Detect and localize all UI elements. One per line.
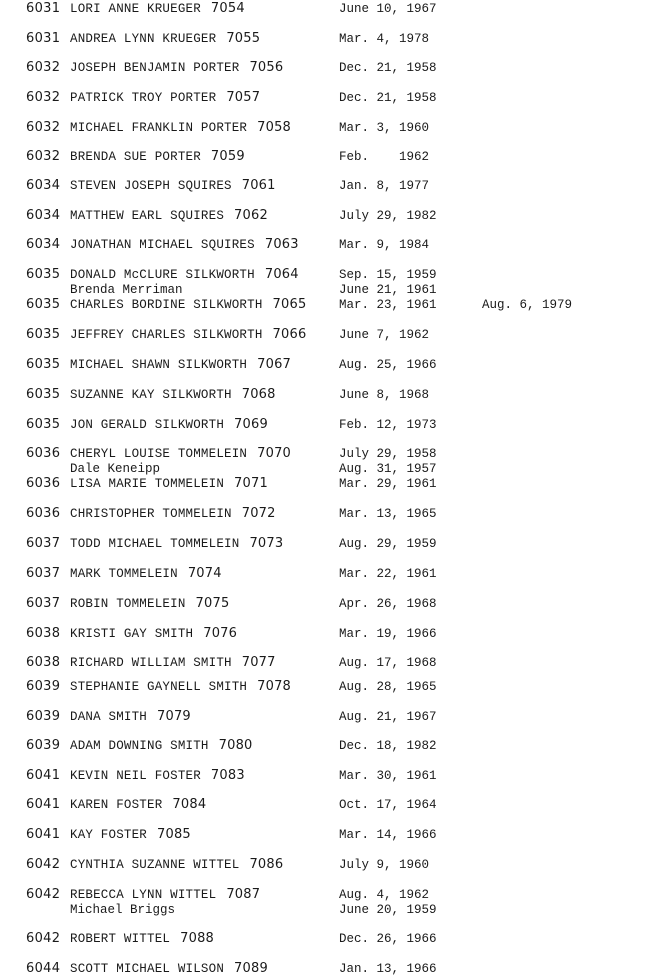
child-entry [70,679,291,695]
record-row [0,709,650,725]
child-name: KAREN FOSTER [70,798,163,812]
child-name: BRENDA SUE PORTER [70,150,201,164]
birth-date: Mar. 30, 1961 [339,769,437,783]
child-name: LORI ANNE KRUEGER [70,2,201,16]
child-name: STEPHANIE GAYNELL SMITH [70,680,248,694]
parent-number: 6039 [26,709,61,724]
parent-number: 6035 [26,327,61,342]
record-row [0,655,650,671]
record-row [0,626,650,642]
child-name: ROBIN TOMMELEIN [70,597,186,611]
parent-number: 6032 [26,60,61,75]
child-entry [70,506,276,522]
parent-number: 6034 [26,237,61,252]
birth-date: Aug. 21, 1967 [339,710,437,724]
parent-number: 6034 [26,208,61,223]
parent-number: 6041 [26,768,61,783]
birth-date: July 9, 1960 [339,858,430,872]
child-name: ROBERT WITTEL [70,932,171,946]
birth-date: Dec. 21, 1958 [339,91,437,105]
child-number: 7057 [226,90,261,105]
birth-date: July 29, 1958 [339,447,437,461]
child-name: RICHARD WILLIAM SMITH [70,656,232,670]
record-row [0,417,650,433]
birth-date: June 8, 1968 [339,388,430,402]
spouse-row [0,282,650,298]
parent-number: 6037 [26,566,61,581]
record-row [0,566,650,582]
child-name: CHARLES BORDINE SILKWORTH [70,298,263,312]
child-name: CHRISTOPHER TOMMELEIN [70,507,232,521]
birth-date: Apr. 26, 1968 [339,597,437,611]
birth-date: Jan. 13, 1966 [339,962,437,976]
child-number: 7085 [157,827,191,842]
spouse-row [0,461,650,477]
child-entry [70,387,276,403]
child-number: 7056 [249,60,284,75]
record-row [0,178,650,194]
birth-date: Mar. 23, 1961 [339,298,437,312]
child-entry [70,1,245,17]
marriage-date: Aug. 31, 1957 [339,462,437,476]
child-entry [70,931,214,947]
child-number: 7067 [257,357,292,372]
child-number: 7063 [264,237,299,252]
child-entry [70,626,237,642]
child-entry [70,961,268,977]
record-row [0,149,650,165]
child-number: 7058 [257,120,292,135]
parent-number: 6044 [26,961,61,976]
record-row [0,536,650,552]
birth-date: Mar. 19, 1966 [339,627,437,641]
child-entry [70,476,268,492]
record-row [0,797,650,813]
parent-number: 6041 [26,797,61,812]
spouse-name: Michael Briggs [70,903,176,917]
record-row [0,60,650,76]
birth-date: Mar. 13, 1965 [339,507,437,521]
child-name: DONALD McCLURE SILKWORTH [70,268,255,282]
birth-date: Feb. 1962 [339,150,430,164]
marriage-date: June 21, 1961 [339,283,437,297]
child-number: 7083 [210,768,245,783]
parent-number: 6035 [26,357,61,372]
birth-date: Oct. 17, 1964 [339,798,437,812]
child-entry [70,887,260,903]
child-number: 7079 [157,709,191,724]
child-number: 7073 [249,536,284,551]
parent-number: 6032 [26,149,61,164]
birth-date: June 7, 1962 [339,328,430,342]
parent-number: 6038 [26,655,61,670]
record-row [0,237,650,253]
child-number: 7059 [210,149,245,164]
child-name: ADAM DOWNING SMITH [70,739,209,753]
child-number: 7089 [234,961,268,976]
parent-number: 6038 [26,626,61,641]
record-row [0,90,650,106]
child-name: PATRICK TROY PORTER [70,91,217,105]
birth-date: Dec. 26, 1966 [339,932,437,946]
child-number: 7068 [241,387,276,402]
spouse-name: Dale Keneipp [70,462,161,476]
parent-number: 6039 [26,738,61,753]
spouse-name: Brenda Merriman [70,283,183,297]
child-name: MICHAEL FRANKLIN PORTER [70,121,248,135]
record-row [0,327,650,343]
child-entry [70,149,245,165]
child-name: STEVEN JOSEPH SQUIRES [70,179,232,193]
parent-number: 6032 [26,120,61,135]
birth-date: Dec. 21, 1958 [339,61,437,75]
child-name: JONATHAN MICHAEL SQUIRES [70,238,255,252]
child-entry [70,60,283,76]
child-entry [70,417,268,433]
birth-date: Mar. 22, 1961 [339,567,437,581]
child-number: 7061 [241,178,276,193]
child-name: JOSEPH BENJAMIN PORTER [70,61,240,75]
record-row [0,297,650,313]
record-row [0,931,650,947]
parent-number: 6036 [26,476,61,491]
record-row [0,476,650,492]
birth-date: Jan. 8, 1977 [339,179,430,193]
parent-number: 6036 [26,446,61,461]
record-row [0,1,650,17]
child-number: 7084 [172,797,207,812]
child-number: 7071 [234,476,268,491]
parent-number: 6032 [26,90,61,105]
child-number: 7070 [257,446,292,461]
birth-date: Aug. 4, 1962 [339,888,430,902]
record-row [0,446,650,462]
child-number: 7075 [195,596,230,611]
child-name: MARK TOMMELEIN [70,567,178,581]
child-entry [70,536,283,552]
child-entry [70,120,291,136]
child-entry [70,446,291,462]
child-name: MATTHEW EARL SQUIRES [70,209,225,223]
spouse-row [0,902,650,918]
child-entry [70,357,291,373]
child-number: 7062 [234,208,268,223]
child-number: 7064 [264,267,299,282]
child-name: CHERYL LOUISE TOMMELEIN [70,447,248,461]
record-row [0,679,650,695]
child-entry [70,709,191,725]
parent-number: 6031 [26,31,61,46]
child-entry [70,857,283,873]
parent-number: 6035 [26,297,61,312]
parent-number: 6042 [26,931,61,946]
record-row [0,506,650,522]
parent-number: 6037 [26,596,61,611]
child-entry [70,797,206,813]
child-name: TODD MICHAEL TOMMELEIN [70,537,240,551]
record-row [0,768,650,784]
child-name: DANA SMITH [70,710,148,724]
record-row [0,120,650,136]
child-entry [70,768,245,784]
child-entry [70,178,276,194]
child-number: 7076 [203,626,238,641]
child-number: 7077 [241,655,276,670]
child-number: 7065 [272,297,307,312]
birth-date: Mar. 14, 1966 [339,828,437,842]
child-number: 7072 [241,506,276,521]
child-name: JON GERALD SILKWORTH [70,418,225,432]
child-name: REBECCA LYNN WITTEL [70,888,217,902]
parent-number: 6037 [26,536,61,551]
parent-number: 6031 [26,1,61,16]
parent-number: 6042 [26,857,61,872]
child-entry [70,738,253,754]
child-entry [70,297,306,313]
parent-number: 6035 [26,417,61,432]
record-row [0,357,650,373]
record-row [0,857,650,873]
child-name: ANDREA LYNN KRUEGER [70,32,217,46]
child-number: 7088 [180,931,215,946]
record-row [0,961,650,977]
child-number: 7080 [218,738,253,753]
parent-number: 6036 [26,506,61,521]
parent-number: 6034 [26,178,61,193]
marriage-date: June 20, 1959 [339,903,437,917]
parent-number: 6035 [26,267,61,282]
parent-number: 6035 [26,387,61,402]
parent-number: 6039 [26,679,61,694]
child-entry [70,237,299,253]
child-entry [70,655,276,671]
record-row [0,31,650,47]
child-name: SCOTT MICHAEL WILSON [70,962,225,976]
child-name: LISA MARIE TOMMELEIN [70,477,225,491]
child-name: KEVIN NEIL FOSTER [70,769,201,783]
child-entry [70,267,299,283]
record-row [0,387,650,403]
child-number: 7055 [226,31,261,46]
child-name: CYNTHIA SUZANNE WITTEL [70,858,240,872]
birth-date: Mar. 4, 1978 [339,32,430,46]
child-name: MICHAEL SHAWN SILKWORTH [70,358,248,372]
child-number: 7074 [187,566,222,581]
record-row [0,887,650,903]
child-entry [70,31,260,47]
record-row [0,827,650,843]
birth-date: Dec. 18, 1982 [339,739,437,753]
child-number: 7054 [210,1,245,16]
child-number: 7066 [272,327,307,342]
child-name: JEFFREY CHARLES SILKWORTH [70,328,263,342]
child-entry [70,596,229,612]
birth-date: Aug. 29, 1959 [339,537,437,551]
birth-date: Feb. 12, 1973 [339,418,437,432]
birth-date: June 10, 1967 [339,2,437,16]
record-row [0,596,650,612]
birth-date: Aug. 25, 1966 [339,358,437,372]
child-entry [70,90,260,106]
birth-date: Mar. 9, 1984 [339,238,430,252]
child-entry [70,566,222,582]
child-entry [70,327,306,343]
parent-number: 6041 [26,827,61,842]
child-number: 7078 [257,679,292,694]
record-row [0,738,650,754]
record-row [0,208,650,224]
parent-number: 6042 [26,887,61,902]
birth-date: Mar. 3, 1960 [339,121,430,135]
birth-date: Sep. 15, 1959 [339,268,437,282]
record-row [0,267,650,283]
birth-date: Aug. 28, 1965 [339,680,437,694]
child-name: SUZANNE KAY SILKWORTH [70,388,232,402]
child-number: 7086 [249,857,284,872]
child-entry [70,208,268,224]
birth-date: Aug. 17, 1968 [339,656,437,670]
child-number: 7069 [234,417,268,432]
extra-date: Aug. 6, 1979 [482,298,573,312]
child-number: 7087 [226,887,261,902]
child-name: KRISTI GAY SMITH [70,627,194,641]
child-entry [70,827,191,843]
birth-date: Mar. 29, 1961 [339,477,437,491]
child-name: KAY FOSTER [70,828,148,842]
birth-date: July 29, 1982 [339,209,437,223]
